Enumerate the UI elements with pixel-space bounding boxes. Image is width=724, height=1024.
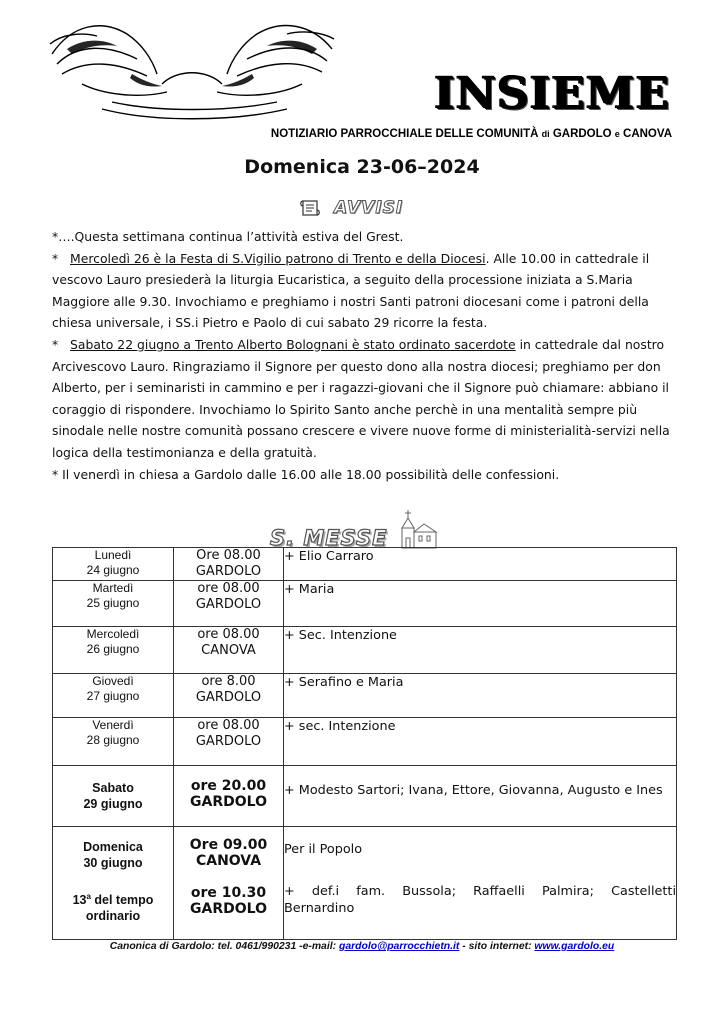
mass-place: CANOVA xyxy=(201,643,256,658)
day-name: Martedì xyxy=(92,581,134,595)
table-row xyxy=(53,548,677,581)
notice-grest: *….Questa settimana continua l’attività estiva del Grest. xyxy=(52,229,404,244)
day-cell xyxy=(53,581,174,627)
notices-section xyxy=(52,226,676,485)
avvisi-heading xyxy=(300,195,403,221)
notice-ordination xyxy=(52,334,676,464)
day-cell xyxy=(53,674,174,718)
liturgical-week xyxy=(53,889,173,908)
mass-time: ore 08.00 xyxy=(197,581,260,596)
mass-time: ore 8.00 xyxy=(201,674,256,689)
mass-place: GARDOLO xyxy=(195,564,262,579)
mass-time: ore 08.00 xyxy=(197,627,260,642)
table-row xyxy=(53,627,677,674)
church-icon xyxy=(394,508,438,550)
intention-cell xyxy=(284,827,677,940)
day-name: Giovedì xyxy=(92,674,134,688)
time-cell xyxy=(174,674,284,718)
scroll-icon xyxy=(300,198,322,218)
website-link[interactable]: www.gardolo.eu xyxy=(534,941,615,952)
subtitle-di: di xyxy=(541,129,550,139)
issue-date: Domenica 23-06–2024 xyxy=(244,156,480,178)
day-date: 27 giugno xyxy=(86,689,140,703)
masthead-title: INSIEME xyxy=(434,68,670,119)
avvisi-label: AVVISI xyxy=(334,198,404,218)
hands-logo xyxy=(42,14,342,124)
time-cell xyxy=(174,718,284,766)
mass-place: GARDOLO xyxy=(195,690,262,705)
messe-heading xyxy=(270,520,438,550)
time-cell xyxy=(174,627,284,674)
time-cell xyxy=(174,827,284,940)
intention-cell: + Sec. Intenzione xyxy=(284,627,677,674)
liturgical-week-suffix: a xyxy=(86,892,91,901)
intention-text: Per il Popolo xyxy=(284,842,363,857)
mass-place: GARDOLO xyxy=(190,901,267,917)
notice-ordination-highlight: Sabato 22 giugno a Trento Alberto Bolognani è stato ordinato sacerdote xyxy=(70,336,516,352)
day-cell xyxy=(53,627,174,674)
day-date: 29 giugno xyxy=(83,797,143,811)
footer-phone: Canonica di Gardolo: tel. 0461/990231 -e-mail: xyxy=(109,941,339,952)
day-cell xyxy=(53,718,174,766)
intention-cell: + Elio Carraro xyxy=(284,548,677,581)
day-cell xyxy=(53,827,174,940)
table-row xyxy=(53,827,677,940)
day-date: 25 giugno xyxy=(86,596,140,610)
mass-place: GARDOLO xyxy=(190,794,267,810)
day-date: 26 giugno xyxy=(86,642,140,656)
footer-contacts xyxy=(0,941,724,952)
notice-bullet: * xyxy=(52,250,71,266)
mass-time: Ore 08.00 xyxy=(196,548,261,563)
notice-ordination-text: in cattedrale dal nostro Arcivescovo Lauro. Ringraziamo il Signore per questo dono alla nostra diocesi; preghiamo per don Alberto, per i seminaristi in cammino e per i ragazzi-giovani che il Signore può chiamare: abbiano il coraggio di rispondere. Invochiamo lo Spirito Santo anche perchè in una mentalità sempre più sinodale nelle nostre comunità possano crescere e vivere nuove forme di ministerialità-servizi nella logica della testimonianza e della gratuità. xyxy=(52,336,670,460)
day-name: Lunedì xyxy=(94,548,132,562)
intention-cell: + sec. Intenzione xyxy=(284,718,677,766)
mass-time: ore 08.00 xyxy=(197,718,260,733)
intention-cell: + Serafino e Maria xyxy=(284,674,677,718)
intention-text: + def.i fam. Bussola; Raffaelli Palmira; Castelletti xyxy=(284,884,676,899)
mass-time: ore 20.00 xyxy=(190,778,267,794)
notice-vigilio-text: . Alle 10.00 in cattedrale il vescovo Lauro presiederà la liturgia Eucaristica, a seguito della processione iniziata a S.Maria Maggiore alle 9.30. Invochiamo e preghiamo i nostri Santi patroni diocesani come i patroni della chiesa universale, i SS.i Pietro e Paolo di cui sabato 29 ricorre la festa. xyxy=(52,250,650,331)
mass-schedule-table xyxy=(52,547,677,940)
table-row xyxy=(53,674,677,718)
day-name: Domenica xyxy=(83,840,143,854)
time-cell xyxy=(174,766,284,827)
subtitle-canova: CANOVA xyxy=(623,128,672,140)
table-row xyxy=(53,718,677,766)
mass-place: GARDOLO xyxy=(195,734,262,749)
mass-time: Ore 09.00 xyxy=(189,837,268,853)
liturgical-week-text: del tempo xyxy=(90,893,154,908)
notice-bullet: * xyxy=(52,336,71,352)
messe-label: S. MESSE xyxy=(270,526,388,550)
mass-time: ore 10.30 xyxy=(190,885,267,901)
day-date: 28 giugno xyxy=(86,733,140,747)
subtitle-main: NOTIZIARIO PARROCCHIALE DELLE COMUNITÀ xyxy=(270,128,539,140)
mass-place: CANOVA xyxy=(195,853,262,869)
footer-middle: - sito internet: xyxy=(459,941,535,952)
notice-vigilio xyxy=(52,248,676,334)
day-name: Sabato xyxy=(92,781,134,795)
notice-confessions: * Il venerdì in chiesa a Gardolo dalle 16.00 alle 18.00 possibilità delle confessioni. xyxy=(52,466,560,482)
subtitle-gardolo: GARDOLO xyxy=(552,128,612,140)
intention-cell: + Modesto Sartori; Ivana, Ettore, Giovanna, Augusto e Ines xyxy=(284,766,677,827)
intention-cell: + Maria xyxy=(284,581,677,627)
intention-text: Bernardino xyxy=(284,901,355,916)
time-cell xyxy=(174,548,284,581)
day-name: Mercoledì xyxy=(86,627,140,641)
day-cell xyxy=(53,766,174,827)
day-cell xyxy=(53,548,174,581)
email-link[interactable]: gardolo@parrocchietn.it xyxy=(338,941,460,952)
day-name: Venerdì xyxy=(92,718,134,732)
day-date: 30 giugno xyxy=(83,856,143,870)
subtitle-e: e xyxy=(614,129,620,139)
day-date: 24 giugno xyxy=(86,563,140,577)
table-row xyxy=(53,766,677,827)
notice-vigilio-highlight: Mercoledì 26 è la Festa di S.Vigilio patrono di Trento e della Diocesi xyxy=(70,250,486,266)
liturgical-season: ordinario xyxy=(85,909,141,924)
table-row xyxy=(53,581,677,627)
liturgical-week-number: 13 xyxy=(72,893,87,908)
time-cell xyxy=(174,581,284,627)
mass-place: GARDOLO xyxy=(195,597,262,612)
newsletter-subtitle xyxy=(271,128,672,140)
